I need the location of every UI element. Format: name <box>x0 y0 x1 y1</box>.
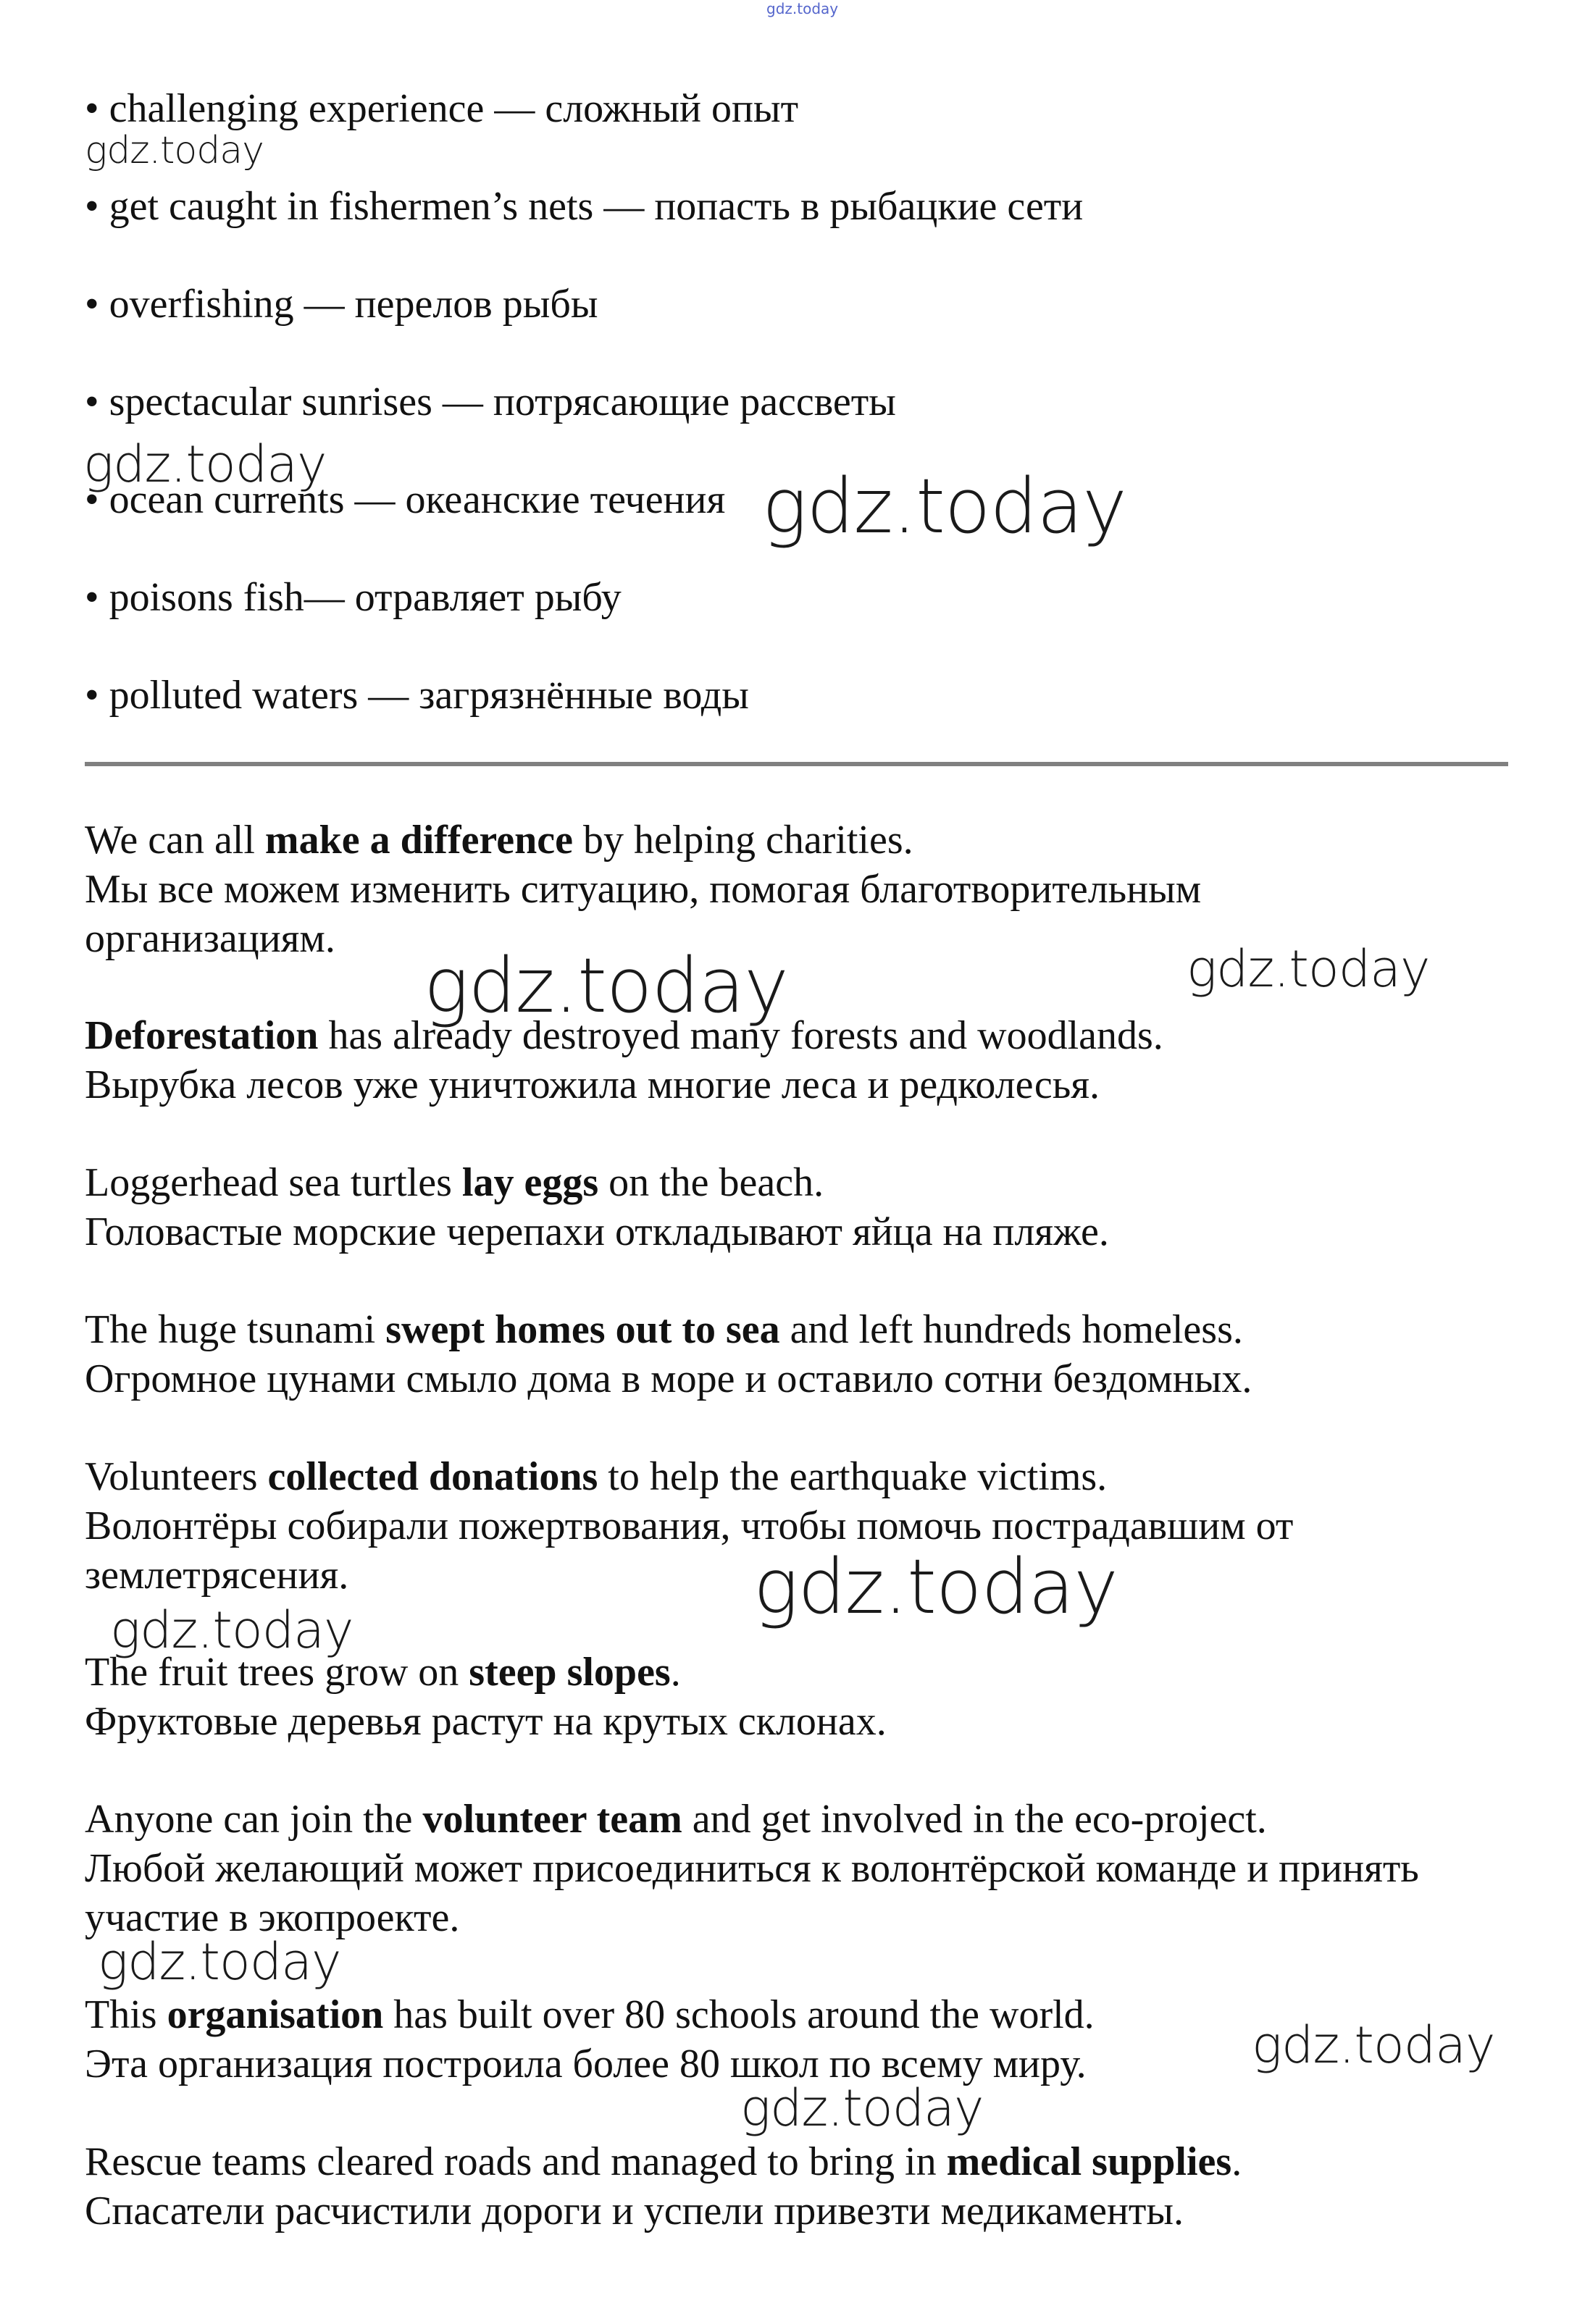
sentence-russian: Вырубка лесов уже уничтожила многие леса и редколесья. <box>85 1062 1100 1107</box>
vocab-item: • overfishing — перелов рыбы <box>85 282 598 327</box>
watermark-logo: gdz.today <box>740 2078 984 2138</box>
sentence-english: Volunteers collected donations to help the earthquake victims. <box>85 1454 1108 1499</box>
sentence-russian: Волонтёры собирали пожертвования, чтобы помочь пострадавшим от <box>85 1503 1294 1548</box>
sentence-russian: Огромное цунами смыло дома в море и оставило сотни бездомных. <box>85 1356 1252 1401</box>
watermark-logo: gdz.today <box>424 941 788 1030</box>
sentence-russian: Головастые морские черепахи откладывают яйца на пляже. <box>85 1209 1109 1254</box>
sentence-russian: Мы все можем изменить ситуацию, помогая благотворительным <box>85 867 1202 912</box>
sentence-russian: Спасатели расчистили дороги и успели привезти медикаменты. <box>85 2189 1184 2233</box>
vocab-item: • poisons fish— отравляет рыбу <box>85 575 622 620</box>
sentence-english: Anyone can join the volunteer team and get involved in the eco-project. <box>85 1797 1267 1842</box>
sentence-english: This organisation has built over 80 schools around the world. <box>85 1992 1095 2037</box>
sentence-english: Loggerhead sea turtles lay eggs on the beach. <box>85 1160 824 1205</box>
sentence-english: Rescue teams cleared roads and managed to bring in medical supplies. <box>85 2139 1242 2184</box>
sentence-russian: участие в экопроекте. <box>85 1895 460 1940</box>
sentence-russian: организациям. <box>85 916 335 961</box>
watermark-logo: gdz.today <box>98 1932 341 1992</box>
sentence-russian: Фруктовые деревья растут на крутых склонах. <box>85 1699 887 1744</box>
watermark-logo: gdz.today <box>1187 939 1430 999</box>
sentence-russian: землетрясения. <box>85 1553 349 1598</box>
sentence-russian: Любой желающий может присоединиться к волонтёрской команде и принять <box>85 1846 1419 1891</box>
top-watermark: gdz.today <box>766 0 839 17</box>
vocab-item: • challenging experience — сложный опыт <box>85 86 799 131</box>
watermark-logo: gdz.today <box>85 129 264 172</box>
sentence-english: The fruit trees grow on steep slopes. <box>85 1650 681 1695</box>
vocab-item: • polluted waters — загрязнённые воды <box>85 673 749 718</box>
section-divider <box>85 762 1508 766</box>
vocab-item: • ocean currents — океанские течения <box>85 477 726 522</box>
watermark-logo: gdz.today <box>753 1543 1118 1631</box>
watermark-logo: gdz.today <box>110 1601 354 1660</box>
sentence-english: Deforestation has already destroyed many forests and woodlands. <box>85 1013 1163 1058</box>
sentence-english: We can all make a difference by helping charities. <box>85 818 913 863</box>
sentence-russian: Эта организация построила более 80 школ по всему миру. <box>85 2042 1087 2086</box>
sentence-english: The huge tsunami swept homes out to sea and left hundreds homeless. <box>85 1307 1243 1352</box>
watermark-logo: gdz.today <box>83 435 327 494</box>
watermark-logo: gdz.today <box>762 462 1126 550</box>
watermark-logo: gdz.today <box>1252 2015 1495 2075</box>
vocab-item: • spectacular sunrises — потрясающие рассветы <box>85 379 896 424</box>
vocab-item: • get caught in fishermen’s nets — попасть в рыбацкие сети <box>85 184 1084 229</box>
